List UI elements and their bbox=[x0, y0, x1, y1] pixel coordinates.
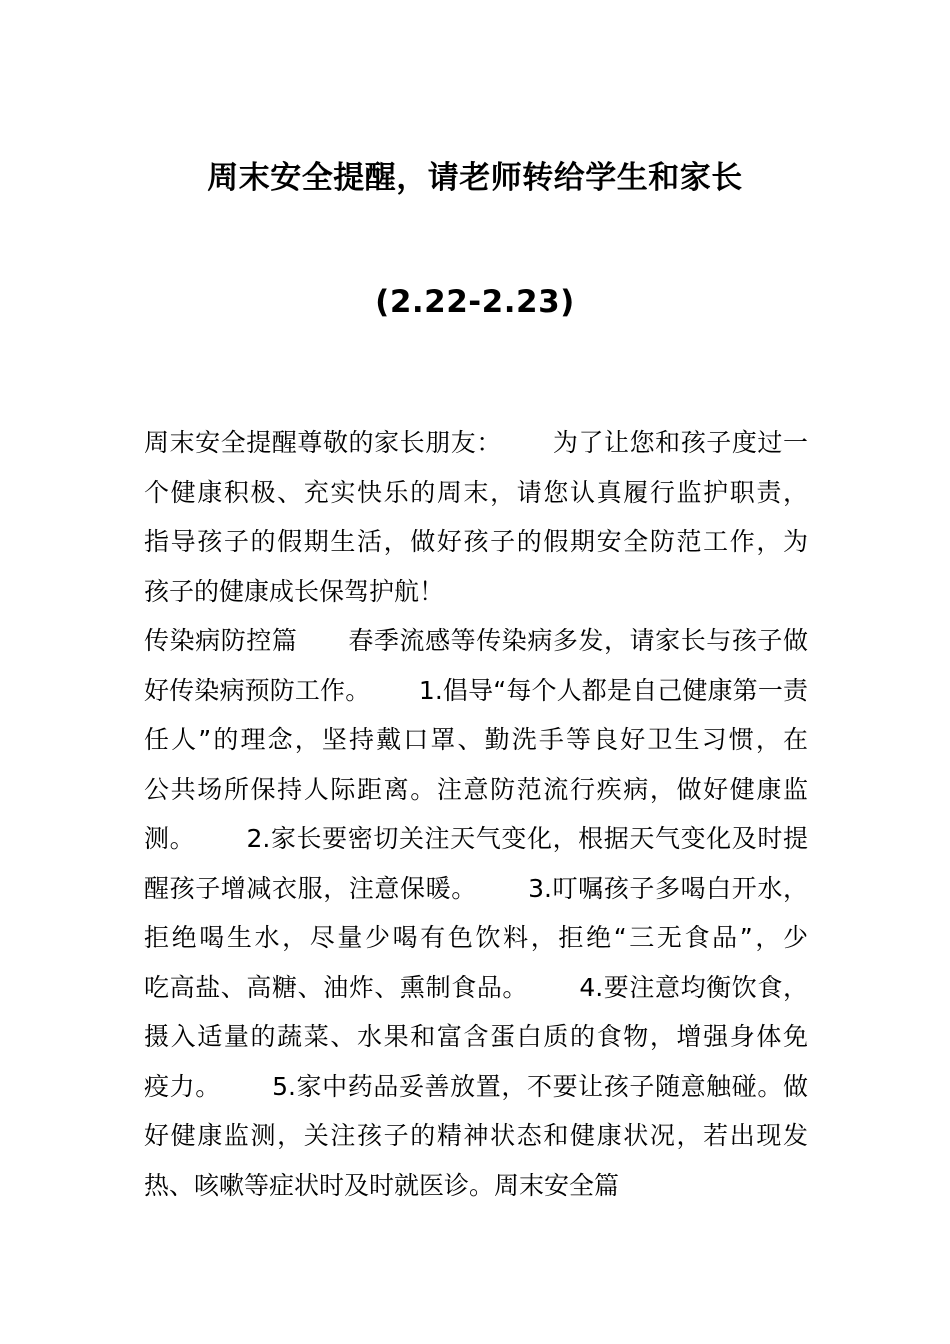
body-line: 拒绝喝生水，尽量少喝有色饮料，拒绝“三无食品”，少 bbox=[144, 923, 808, 952]
document-date-range: (2.22-2.23) bbox=[375, 284, 575, 320]
body-line: 测。 2.家长要密切关注天气变化，根据天气变化及时提 bbox=[144, 824, 808, 853]
body-line: 个健康积极、充实快乐的周末，请您认真履行监护职责， bbox=[144, 477, 808, 507]
body-line: 摄入适量的蔬菜、水果和富含蛋白质的食物，增强身体免 bbox=[144, 1022, 808, 1051]
body-line: 任人”的理念，坚持戴口罩、勤洗手等良好卫生习惯，在 bbox=[144, 725, 808, 754]
body-line: 传染病防控篇 春季流感等传染病多发，请家长与孩子做 bbox=[144, 626, 808, 655]
body-line: 公共场所保持人际距离。注意防范流行疾病，做好健康监 bbox=[144, 774, 808, 804]
body-line: 指导孩子的假期生活，做好孩子的假期安全防范工作，为 bbox=[144, 527, 808, 556]
document-body bbox=[144, 418, 808, 1210]
document-title: 周末安全提醒，请老师转给学生和家长 bbox=[207, 160, 743, 196]
body-line: 好健康监测，关注孩子的精神状态和健康状况，若出现发 bbox=[144, 1121, 808, 1150]
body-line: 孩子的健康成长保驾护航！ bbox=[144, 576, 445, 606]
body-line: 周末安全提醒尊敬的家长朋友： 为了让您和孩子度过一 bbox=[144, 428, 808, 457]
body-line: 疫力。 5.家中药品妥善放置，不要让孩子随意触碰。做 bbox=[144, 1071, 808, 1101]
body-line: 吃高盐、高糖、油炸、熏制食品。 4.要注意均衡饮食， bbox=[144, 972, 808, 1002]
body-line: 热、咳嗽等症状时及时就医诊。周末安全篇 bbox=[144, 1170, 620, 1200]
body-line: 好传染病预防工作。 1.倡导“每个人都是自己健康第一责 bbox=[144, 675, 808, 705]
body-line: 醒孩子增减衣服，注意保暖。 3.叮嘱孩子多喝白开水， bbox=[144, 873, 808, 903]
